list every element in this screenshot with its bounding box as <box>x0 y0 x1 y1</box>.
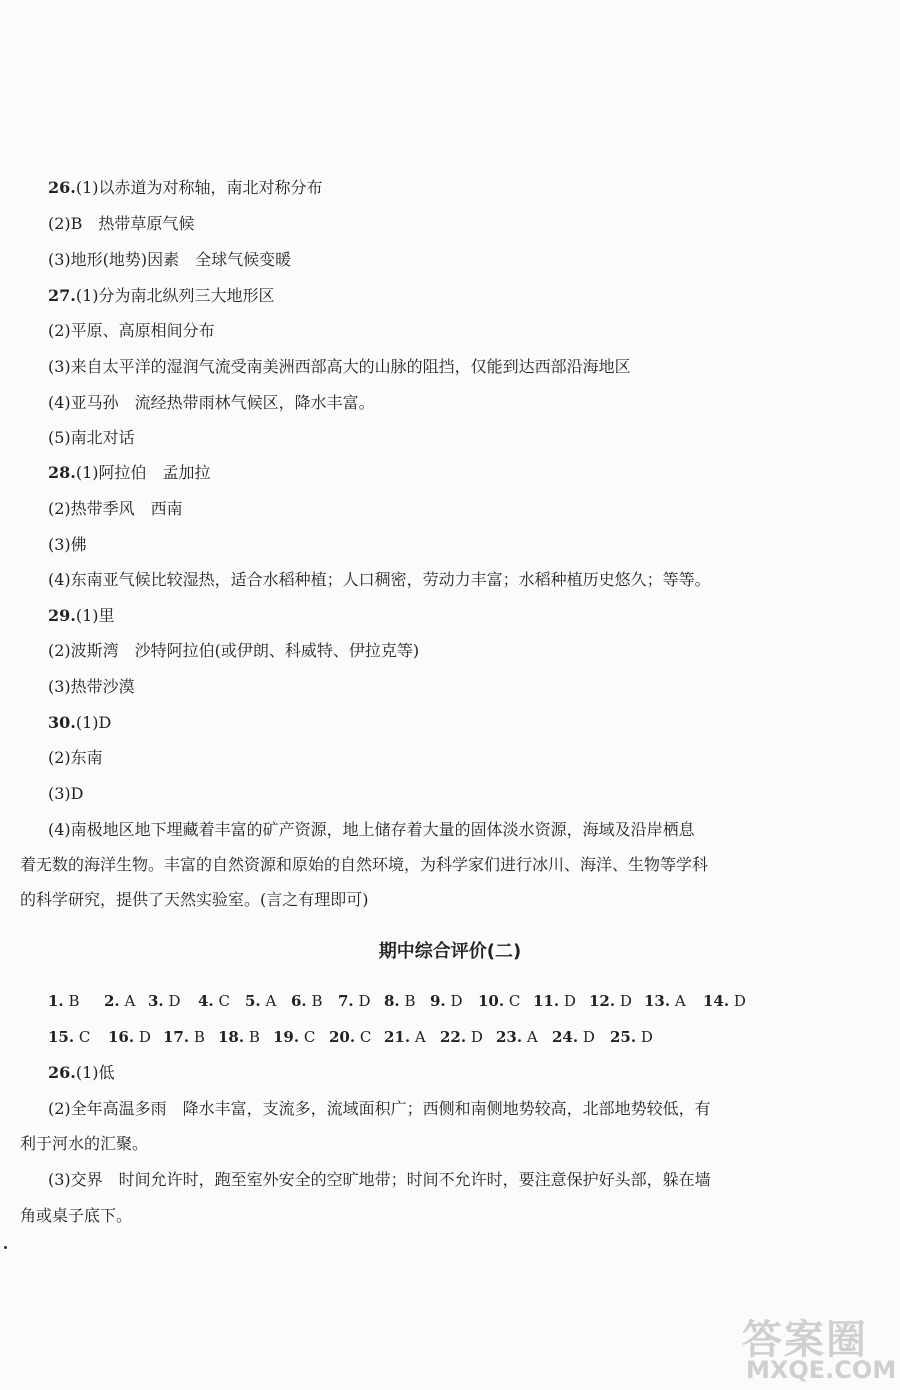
answer-text: (4)亚马孙 流经热带雨林气候区，降水丰富。 <box>48 393 375 412</box>
choice-number: 2. <box>104 992 120 1010</box>
choice-answer <box>198 990 230 1012</box>
question-number: 27. <box>48 286 76 305</box>
choice-number: 14. <box>703 992 730 1010</box>
question-number: 26. <box>48 178 76 197</box>
answer-text: (3)D <box>48 784 84 803</box>
answer-line <box>20 1133 900 1155</box>
choice-letter: A <box>414 1028 426 1046</box>
answer-line <box>48 392 900 414</box>
choice-letter: C <box>218 992 230 1010</box>
choice-number: 11. <box>533 992 560 1010</box>
answer-line <box>48 640 900 662</box>
choice-letter: D <box>619 992 632 1010</box>
choice-answer <box>430 990 462 1012</box>
answer-line <box>48 783 900 805</box>
choice-answer <box>478 990 520 1012</box>
answer-line <box>48 605 900 627</box>
choice-letter: D <box>563 992 576 1010</box>
choice-letter: D <box>138 1028 151 1046</box>
choice-answer <box>533 990 576 1012</box>
choice-answer <box>273 1026 315 1048</box>
choice-answer <box>163 1026 205 1048</box>
answer-text: (2)热带季风 西南 <box>48 499 183 518</box>
answer-text: (2)全年高温多雨 降水丰富，支流多，流域面积广；西侧和南侧地势较高，北部地势较低，有 <box>48 1099 711 1118</box>
question-number: 30. <box>48 713 76 732</box>
answer-text: 着无数的海洋生物。丰富的自然资源和原始的自然环境，为科学家们进行冰川、海洋、生物等学科 <box>20 855 709 874</box>
answer-line <box>48 177 900 199</box>
answer-line <box>20 889 900 911</box>
answer-line <box>48 498 900 520</box>
choice-answer <box>384 990 415 1012</box>
choice-number: 6. <box>291 992 307 1010</box>
choice-letter: B <box>68 992 80 1010</box>
answer-line <box>48 569 900 591</box>
stray-mark <box>4 1246 7 1249</box>
answer-text: 的科学研究，提供了天然实验室。(言之有理即可) <box>20 890 369 909</box>
choice-answer <box>496 1026 538 1048</box>
choice-answer <box>48 1026 90 1048</box>
answer-text: (3)热带沙漠 <box>48 677 135 696</box>
choice-number: 13. <box>644 992 671 1010</box>
answer-text: (3)佛 <box>48 535 87 554</box>
answer-line <box>48 249 900 271</box>
choice-number: 22. <box>440 1028 467 1046</box>
choice-letter: A <box>124 992 136 1010</box>
answer-line <box>48 819 900 841</box>
answer-line <box>48 1098 900 1120</box>
answer-text: (1)阿拉伯 孟加拉 <box>75 463 211 482</box>
answer-text: (5)南北对话 <box>48 428 135 447</box>
choice-letter: D <box>168 992 181 1010</box>
answer-line <box>48 427 900 449</box>
choice-answer <box>589 990 632 1012</box>
answer-line <box>20 854 900 876</box>
choice-number: 3. <box>148 992 164 1010</box>
answer-text: (1)D <box>75 713 112 732</box>
choice-number: 5. <box>245 992 261 1010</box>
choice-number: 20. <box>329 1028 356 1046</box>
answer-text: (1)分为南北纵列三大地形区 <box>75 286 275 305</box>
choice-answer <box>703 990 746 1012</box>
choice-number: 12. <box>589 992 616 1010</box>
choice-answer <box>291 990 322 1012</box>
answer-line <box>48 1169 900 1191</box>
choice-answer <box>218 1026 260 1048</box>
choice-answer <box>148 990 180 1012</box>
answer-text: 角或桌子底下。 <box>20 1206 133 1225</box>
answer-text: (1)低 <box>75 1063 115 1082</box>
question-number: 26. <box>48 1063 76 1082</box>
choice-number: 17. <box>163 1028 190 1046</box>
choice-answer <box>108 1026 151 1048</box>
choice-number: 21. <box>384 1028 411 1046</box>
choice-letter: C <box>78 1028 91 1046</box>
answer-line <box>48 320 900 342</box>
choice-number: 16. <box>108 1028 135 1046</box>
answer-text: (4)东南亚气候比较湿热，适合水稻种植；人口稠密，劳动力丰富；水稻种植历史悠久；等等。 <box>48 570 711 589</box>
answer-line <box>20 1205 900 1227</box>
choice-number: 19. <box>273 1028 300 1046</box>
section-title: 期中综合评价(二) <box>378 941 522 962</box>
choice-letter: A <box>674 992 686 1010</box>
answer-text: (2)东南 <box>48 748 103 767</box>
answer-text: (2)波斯湾 沙特阿拉伯(或伊朗、科威特、伊拉克等) <box>48 641 420 660</box>
choice-number: 8. <box>384 992 400 1010</box>
choice-answer <box>384 1026 426 1048</box>
answer-line <box>48 356 900 378</box>
choice-letter: D <box>470 1028 483 1046</box>
choice-number: 25. <box>610 1028 637 1046</box>
choice-answer <box>104 990 135 1012</box>
choice-number: 15. <box>48 1028 75 1046</box>
choice-letter: A <box>526 1028 538 1046</box>
choice-number: 1. <box>48 992 64 1010</box>
answer-line <box>48 676 900 698</box>
answer-line <box>48 534 900 556</box>
answer-text: (3)地形(地势)因素 全球气候变暖 <box>48 250 292 269</box>
choice-letter: D <box>358 992 371 1010</box>
choice-number: 18. <box>218 1028 245 1046</box>
choice-answer <box>552 1026 595 1048</box>
answer-text: (2)B 热带草原气候 <box>48 214 195 233</box>
answer-text: (1)里 <box>75 606 115 625</box>
answer-line <box>48 747 900 769</box>
choice-letter: D <box>582 1028 595 1046</box>
answer-line <box>48 285 900 307</box>
question-number: 29. <box>48 606 76 625</box>
choice-answers-row-2 <box>0 1026 900 1048</box>
choice-number: 24. <box>552 1028 579 1046</box>
answer-line <box>48 712 900 734</box>
answer-line <box>48 1062 900 1084</box>
answer-text: (3)来自太平洋的湿润气流受南美洲西部高大的山脉的阻挡，仅能到达西部沿海地区 <box>48 357 631 376</box>
choice-number: 9. <box>430 992 446 1010</box>
choice-number: 4. <box>198 992 214 1010</box>
choice-number: 10. <box>478 992 505 1010</box>
answer-text: 利于河水的汇聚。 <box>20 1134 149 1153</box>
answer-text: (3)交界 时间允许时，跑至室外安全的空旷地带；时间不允许时，要注意保护好头部，躲在墙 <box>48 1170 711 1189</box>
choice-number: 7. <box>338 992 354 1010</box>
choice-letter: B <box>193 1028 205 1046</box>
choice-letter: B <box>404 992 416 1010</box>
choice-letter: B <box>248 1028 260 1046</box>
choice-letter: C <box>303 1028 316 1046</box>
choice-letter: B <box>311 992 323 1010</box>
choice-answer <box>329 1026 371 1048</box>
choice-letter: D <box>733 992 746 1010</box>
choice-number: 23. <box>496 1028 523 1046</box>
watermark-top: 答案圈 <box>742 1317 868 1363</box>
watermark-logo <box>732 1308 897 1386</box>
choice-answer <box>245 990 276 1012</box>
choice-letter: D <box>640 1028 653 1046</box>
choice-answers-row-1 <box>0 990 900 1012</box>
choice-letter: C <box>508 992 521 1010</box>
answer-text: (2)平原、高原相间分布 <box>48 321 215 340</box>
choice-answer <box>440 1026 483 1048</box>
answer-line <box>48 213 900 235</box>
answer-text: (4)南极地区地下埋藏着丰富的矿产资源，地上储存着大量的固体淡水资源，海域及沿岸栖息 <box>48 820 695 839</box>
watermark-bottom: MXQE.COM <box>746 1356 897 1384</box>
answer-text: (1)以赤道为对称轴，南北对称分布 <box>75 178 323 197</box>
choice-letter: D <box>450 992 463 1010</box>
question-number: 28. <box>48 463 76 482</box>
answer-line <box>48 462 900 484</box>
choice-answer <box>338 990 370 1012</box>
choice-letter: A <box>265 992 277 1010</box>
choice-answer <box>644 990 686 1012</box>
choice-answer <box>610 1026 653 1048</box>
choice-answer <box>48 990 79 1012</box>
choice-letter: C <box>359 1028 372 1046</box>
